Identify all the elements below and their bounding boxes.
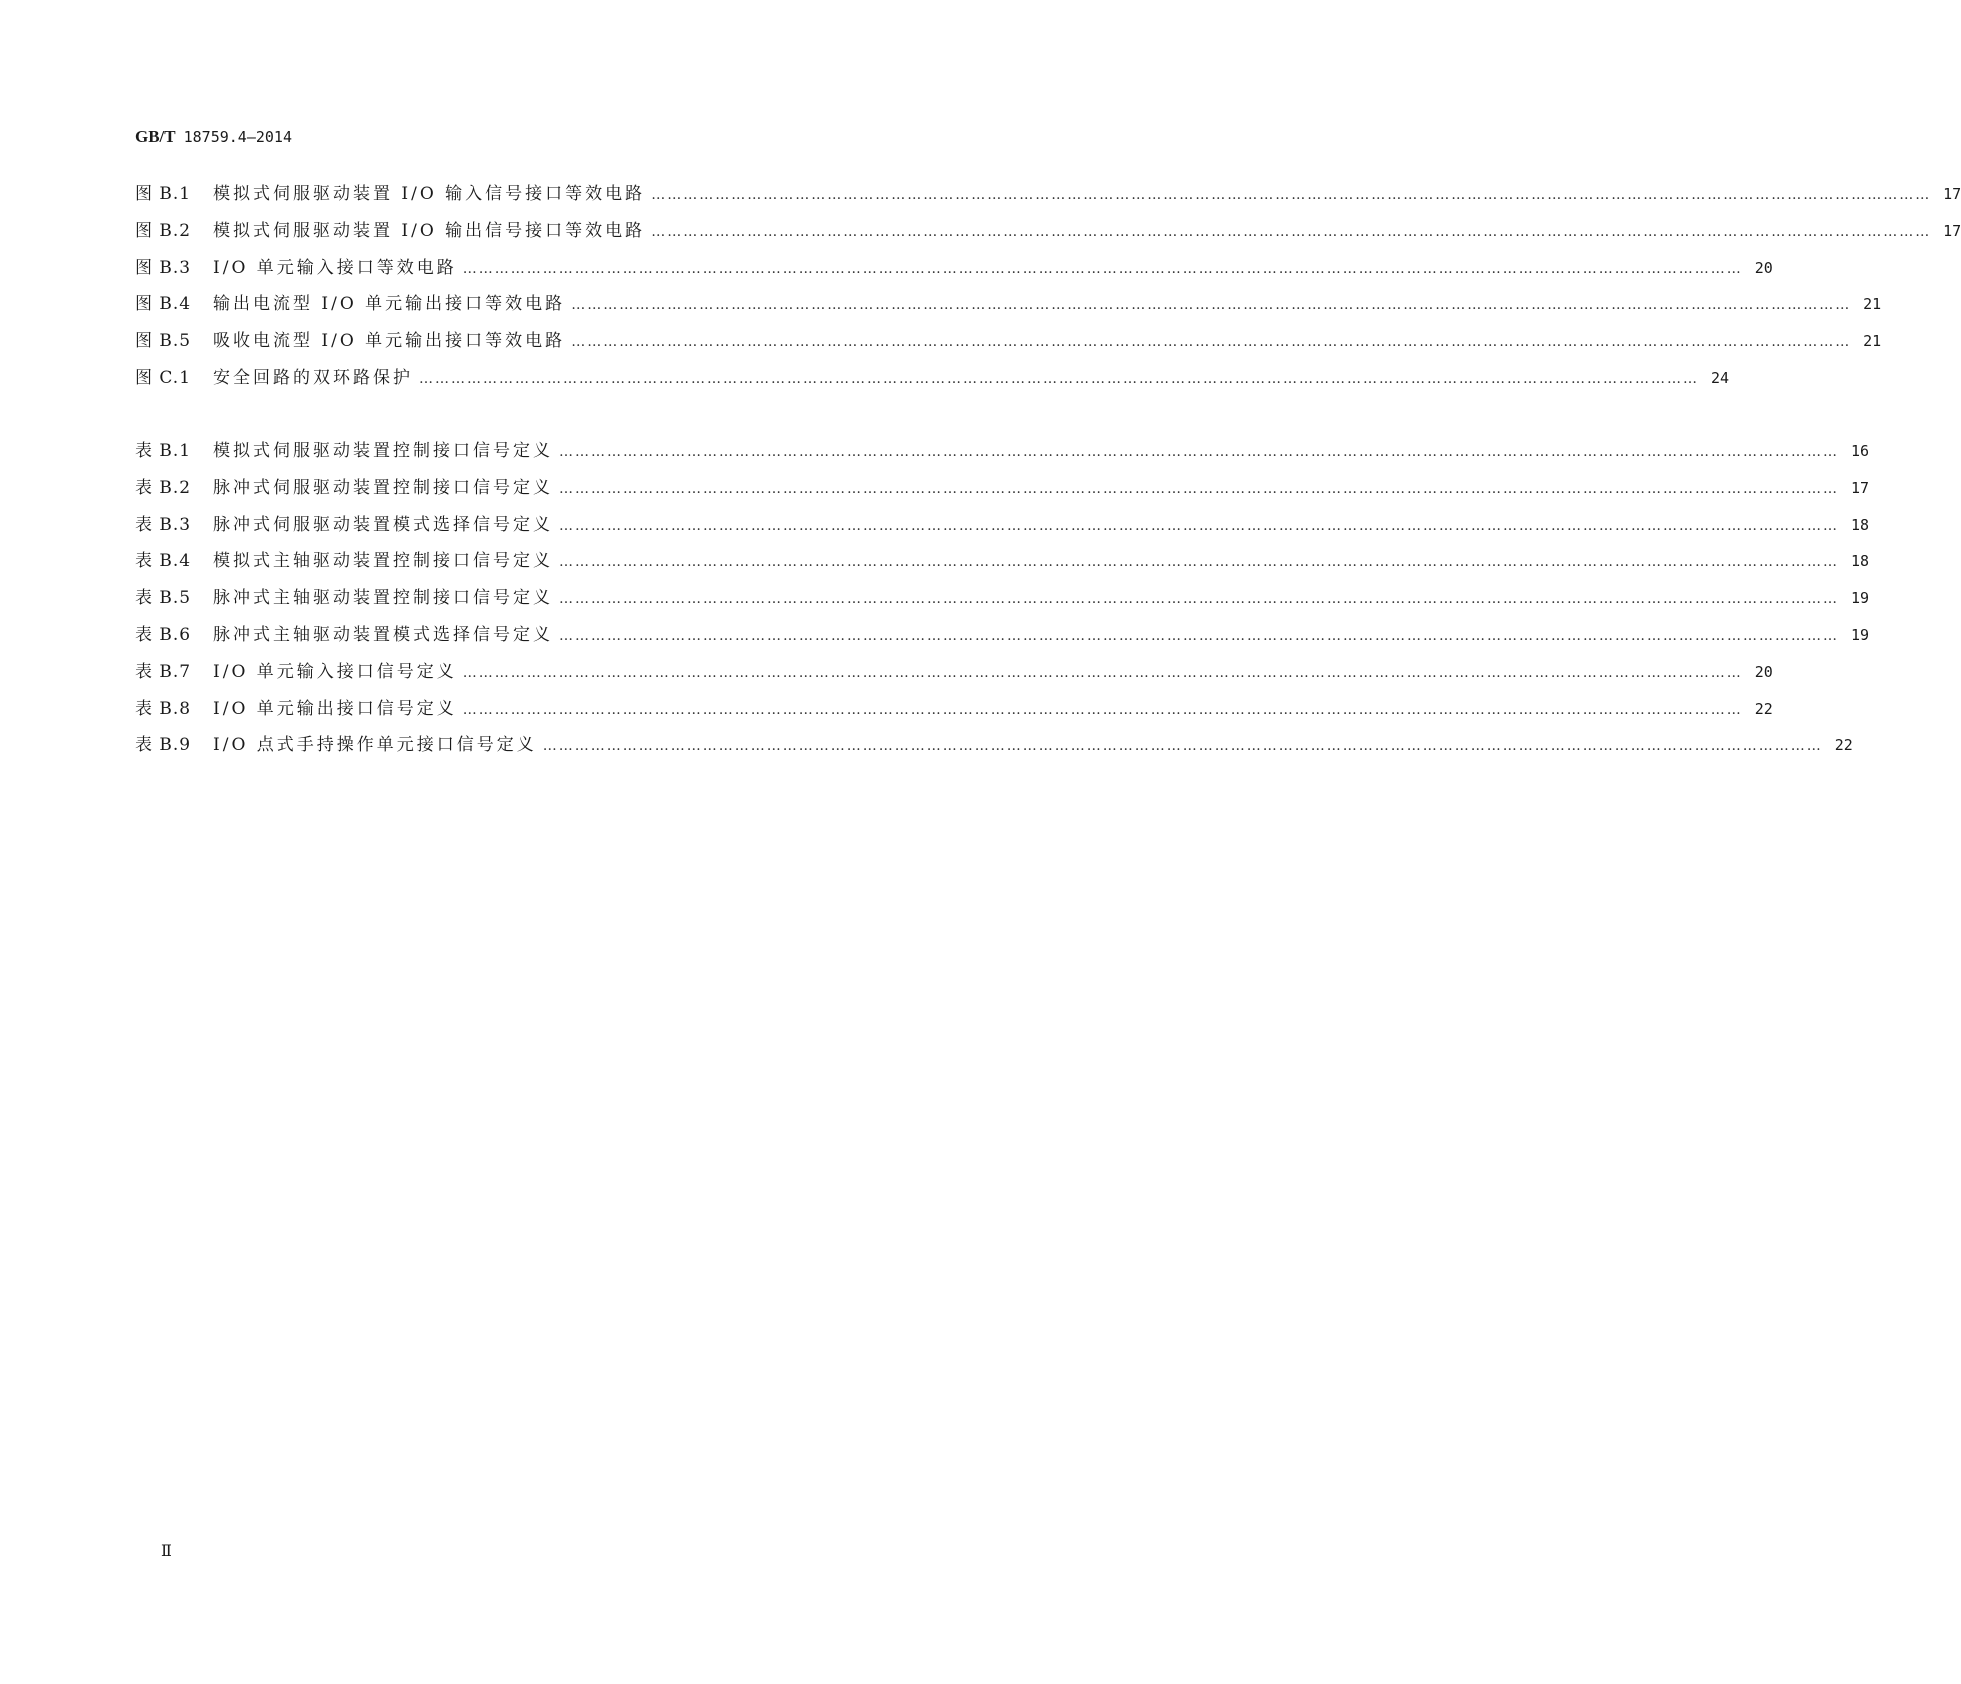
figure-entry[interactable] bbox=[135, 176, 1961, 213]
table-entry-label: 表 B.7 bbox=[135, 661, 192, 682]
table-entry-title: 模拟式主轴驱动装置控制接口信号定义 bbox=[213, 551, 553, 572]
table-entry-page: 16 bbox=[1850, 442, 1869, 460]
figure-entry-title: 安全回路的双环路保护 bbox=[213, 367, 413, 388]
figure-entry-page: 17 bbox=[1943, 221, 1961, 240]
table-entry[interactable] bbox=[135, 617, 1869, 654]
figure-entry-page: 24 bbox=[1710, 368, 1729, 387]
table-entry-page: 19 bbox=[1850, 625, 1869, 644]
table-entry-label: 表 B.3 bbox=[135, 514, 192, 535]
figure-entry-page: 17 bbox=[1943, 185, 1961, 203]
table-entry-label: 表 B.8 bbox=[135, 698, 192, 719]
table-entry-label: 表 B.6 bbox=[135, 624, 192, 645]
table-entry-title: 脉冲式伺服驱动装置控制接口信号定义 bbox=[213, 477, 553, 498]
figure-entry-title: 模拟式伺服驱动装置 I/O 输入信号接口等效电路 bbox=[213, 184, 646, 204]
table-entry-page: 19 bbox=[1850, 589, 1869, 608]
dot-leader: …………………………………………………………………………………………………………………………………………………………………………………………………………………… bbox=[419, 370, 1699, 387]
dot-leader: …………………………………………………………………………………………………………………………………………………………………………………………………………………… bbox=[651, 187, 1932, 203]
table-entry[interactable] bbox=[135, 543, 1869, 580]
table-entry-page: 17 bbox=[1850, 478, 1869, 497]
figure-entry[interactable] bbox=[135, 360, 1729, 397]
table-entry-label: 表 B.4 bbox=[135, 551, 192, 572]
table-entry[interactable] bbox=[135, 691, 1773, 728]
figure-list bbox=[135, 176, 1961, 397]
figure-entry-label: 图 B.3 bbox=[135, 257, 192, 278]
dot-leader: …………………………………………………………………………………………………………………………………………………………………………………………………………………… bbox=[559, 627, 1839, 644]
dot-leader: …………………………………………………………………………………………………………………………………………………………………………………………………………………… bbox=[571, 334, 1852, 351]
table-entry-label: 表 B.9 bbox=[135, 735, 192, 756]
table-entry-label: 表 B.5 bbox=[135, 588, 192, 609]
figure-entry[interactable] bbox=[135, 213, 1961, 250]
table-list bbox=[135, 433, 1869, 764]
dot-leader: …………………………………………………………………………………………………………………………………………………………………………………………………………………… bbox=[651, 223, 1932, 240]
table-entry[interactable] bbox=[135, 727, 1853, 764]
table-entry[interactable] bbox=[135, 580, 1869, 617]
figure-entry-label: 图 B.5 bbox=[135, 331, 192, 352]
table-entry-title: 模拟式伺服驱动装置控制接口信号定义 bbox=[213, 441, 553, 461]
standard-code: GB/T bbox=[135, 127, 176, 146]
figure-entry-page: 21 bbox=[1863, 295, 1882, 314]
table-entry-title: 脉冲式主轴驱动装置控制接口信号定义 bbox=[213, 588, 553, 609]
figure-entry-label: 图 B.1 bbox=[135, 184, 192, 204]
table-entry-title: I/O 点式手持操作单元接口信号定义 bbox=[213, 735, 537, 756]
table-entry-title: I/O 单元输出接口信号定义 bbox=[213, 698, 457, 719]
figure-entry-label: 图 B.4 bbox=[135, 294, 192, 315]
page-number: Ⅱ bbox=[161, 1543, 172, 1560]
figure-entry[interactable] bbox=[135, 323, 1882, 360]
figure-entry-title: I/O 单元输入接口等效电路 bbox=[213, 257, 457, 278]
table-entry-title: 脉冲式伺服驱动装置模式选择信号定义 bbox=[213, 514, 553, 535]
table-entry-page: 18 bbox=[1850, 515, 1869, 534]
document-header bbox=[135, 127, 292, 147]
table-entry-label: 表 B.2 bbox=[135, 477, 192, 498]
dot-leader: …………………………………………………………………………………………………………………………………………………………………………………………………………………… bbox=[542, 738, 1823, 755]
table-entry[interactable] bbox=[135, 470, 1869, 507]
table-entry[interactable] bbox=[135, 507, 1869, 544]
figure-entry-label: 图 B.2 bbox=[135, 220, 192, 241]
figure-entry-title: 吸收电流型 I/O 单元输出接口等效电路 bbox=[213, 331, 566, 352]
standard-number: 18759.4—2014 bbox=[183, 128, 292, 146]
table-entry-title: I/O 单元输入接口信号定义 bbox=[213, 661, 457, 682]
dot-leader: …………………………………………………………………………………………………………………………………………………………………………………………………………………… bbox=[559, 591, 1839, 608]
table-entry[interactable] bbox=[135, 654, 1773, 691]
table-entry[interactable] bbox=[135, 433, 1869, 470]
dot-leader: …………………………………………………………………………………………………………………………………………………………………………………………………………………… bbox=[462, 664, 1743, 681]
table-entry-label: 表 B.1 bbox=[135, 441, 192, 461]
figure-entry-title: 模拟式伺服驱动装置 I/O 输出信号接口等效电路 bbox=[213, 220, 646, 241]
dot-leader: …………………………………………………………………………………………………………………………………………………………………………………………………………………… bbox=[559, 517, 1839, 534]
table-entry-page: 20 bbox=[1754, 662, 1773, 681]
dot-leader: …………………………………………………………………………………………………………………………………………………………………………………………………………………… bbox=[462, 701, 1743, 718]
dot-leader: …………………………………………………………………………………………………………………………………………………………………………………………………………………… bbox=[559, 444, 1839, 460]
table-entry-page: 22 bbox=[1754, 699, 1773, 718]
dot-leader: …………………………………………………………………………………………………………………………………………………………………………………………………………………… bbox=[571, 297, 1852, 314]
table-entry-page: 22 bbox=[1834, 736, 1853, 755]
table-entry-title: 脉冲式主轴驱动装置模式选择信号定义 bbox=[213, 624, 553, 645]
figure-entry[interactable] bbox=[135, 250, 1773, 287]
dot-leader: …………………………………………………………………………………………………………………………………………………………………………………………………………………… bbox=[559, 480, 1839, 497]
figure-entry-title: 输出电流型 I/O 单元输出接口等效电路 bbox=[213, 294, 566, 315]
figure-entry-page: 21 bbox=[1863, 332, 1882, 351]
figure-entry-page: 20 bbox=[1754, 258, 1773, 277]
table-entry-page: 18 bbox=[1850, 552, 1869, 571]
figure-entry[interactable] bbox=[135, 286, 1882, 323]
dot-leader: …………………………………………………………………………………………………………………………………………………………………………………………………………………… bbox=[559, 554, 1839, 571]
dot-leader: …………………………………………………………………………………………………………………………………………………………………………………………………………………… bbox=[462, 260, 1743, 277]
figure-entry-label: 图 C.1 bbox=[135, 367, 192, 388]
